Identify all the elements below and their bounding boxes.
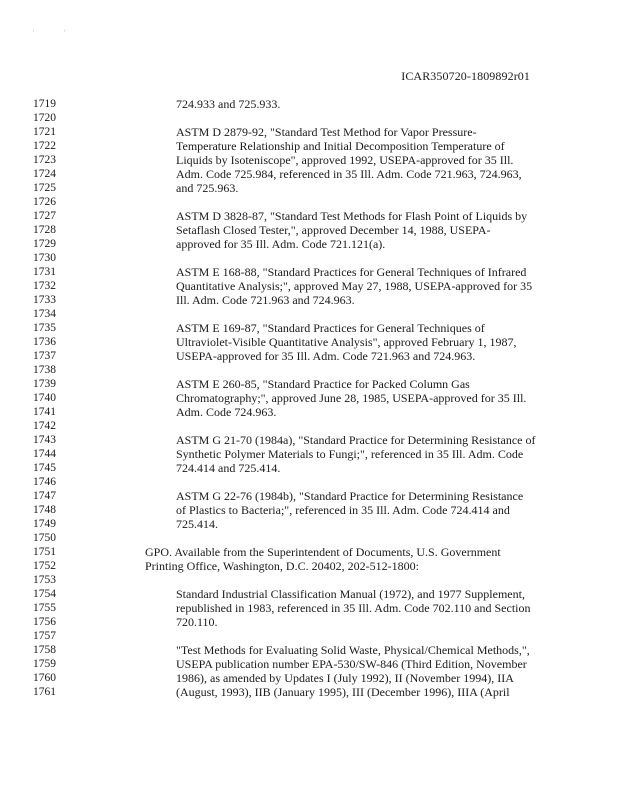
text-line bbox=[0, 209, 618, 223]
text-line bbox=[0, 489, 618, 503]
text-line bbox=[0, 643, 618, 657]
line-number: 1736 bbox=[33, 336, 56, 348]
text-line bbox=[0, 601, 618, 615]
line-text: USEPA publication number EPA-530/SW-846 (Third Edition, November bbox=[176, 657, 527, 671]
line-number: 1748 bbox=[33, 504, 56, 516]
text-line bbox=[0, 559, 618, 573]
numbered-text-body bbox=[0, 97, 618, 699]
line-number: 1728 bbox=[33, 224, 56, 236]
line-text: and 725.963. bbox=[176, 181, 239, 195]
line-number: 1752 bbox=[33, 560, 56, 572]
line-text: Adm. Code 725.984, referenced in 35 Ill. Adm. Code 721.963, 724.963, bbox=[176, 167, 522, 181]
text-line bbox=[0, 433, 618, 447]
line-number: 1730 bbox=[33, 252, 56, 264]
line-text: Synthetic Polymer Materials to Fungi;", referenced in 35 Ill. Adm. Code bbox=[176, 447, 524, 461]
line-text: Ultraviolet-Visible Quantitative Analysis", approved February 1, 1987, bbox=[176, 335, 517, 349]
line-text: approved for 35 Ill. Adm. Code 721.121(a). bbox=[176, 237, 386, 251]
text-line bbox=[0, 307, 618, 321]
line-number: 1745 bbox=[33, 462, 56, 474]
line-number: 1719 bbox=[33, 98, 56, 110]
line-number: 1733 bbox=[33, 294, 56, 306]
text-line bbox=[0, 475, 618, 489]
line-number: 1761 bbox=[33, 686, 56, 698]
text-line bbox=[0, 293, 618, 307]
line-number: 1753 bbox=[33, 574, 56, 586]
line-text: of Plastics to Bacteria;", referenced in 35 Ill. Adm. Code 724.414 and bbox=[176, 503, 510, 517]
text-line bbox=[0, 321, 618, 335]
line-number: 1744 bbox=[33, 448, 56, 460]
speck: ' bbox=[33, 30, 35, 36]
text-line bbox=[0, 153, 618, 167]
text-line bbox=[0, 223, 618, 237]
line-number: 1759 bbox=[33, 658, 56, 670]
text-line bbox=[0, 265, 618, 279]
text-line bbox=[0, 125, 618, 139]
line-number: 1754 bbox=[33, 588, 56, 600]
line-number: 1738 bbox=[33, 364, 56, 376]
line-number: 1741 bbox=[33, 406, 56, 418]
line-text: 720.110. bbox=[176, 615, 218, 629]
text-line bbox=[0, 615, 618, 629]
line-text: 724.933 and 725.933. bbox=[176, 97, 281, 111]
line-text: Ill. Adm. Code 721.963 and 724.963. bbox=[176, 293, 355, 307]
line-number: 1746 bbox=[33, 476, 56, 488]
text-line bbox=[0, 657, 618, 671]
text-line bbox=[0, 139, 618, 153]
text-line bbox=[0, 237, 618, 251]
line-number: 1747 bbox=[33, 490, 56, 502]
text-line bbox=[0, 531, 618, 545]
text-line bbox=[0, 405, 618, 419]
line-text: Quantitative Analysis;", approved May 27, 1988, USEPA-approved for 35 bbox=[176, 279, 533, 293]
text-line bbox=[0, 447, 618, 461]
line-text: Temperature Relationship and Initial Decomposition Temperature of bbox=[176, 139, 505, 153]
text-line bbox=[0, 671, 618, 685]
text-line bbox=[0, 335, 618, 349]
line-text: Standard Industrial Classification Manual (1972), and 1977 Supplement, bbox=[176, 587, 525, 601]
line-text: ASTM G 22-76 (1984b), "Standard Practice for Determining Resistance bbox=[176, 489, 524, 503]
line-text: ASTM E 168-88, "Standard Practices for General Techniques of Infrared bbox=[176, 265, 527, 279]
scan-specks bbox=[33, 30, 93, 36]
line-text: Liquids by Isoteniscope", approved 1992, USEPA-approved for 35 Ill. bbox=[176, 153, 514, 167]
text-line bbox=[0, 461, 618, 475]
line-number: 1724 bbox=[33, 168, 56, 180]
line-number: 1729 bbox=[33, 238, 56, 250]
line-number: 1749 bbox=[33, 518, 56, 530]
text-line bbox=[0, 545, 618, 559]
line-text: USEPA-approved for 35 Ill. Adm. Code 721.963 and 724.963. bbox=[176, 349, 476, 363]
line-text: Printing Office, Washington, D.C. 20402, 202-512-1800: bbox=[145, 559, 419, 573]
text-line bbox=[0, 503, 618, 517]
text-line bbox=[0, 195, 618, 209]
line-text: ASTM E 169-87, "Standard Practices for General Techniques of bbox=[176, 321, 485, 335]
line-text: republished in 1983, referenced in 35 Ill. Adm. Code 702.110 and Section bbox=[176, 601, 531, 615]
text-line bbox=[0, 391, 618, 405]
text-line bbox=[0, 629, 618, 643]
line-number: 1755 bbox=[33, 602, 56, 614]
line-text: (August, 1993), IIB (January 1995), III (December 1996), IIIA (April bbox=[176, 685, 510, 699]
line-text: GPO. Available from the Superintendent of Documents, U.S. Government bbox=[145, 545, 501, 559]
line-number: 1758 bbox=[33, 644, 56, 656]
text-line bbox=[0, 573, 618, 587]
text-line bbox=[0, 685, 618, 699]
text-line bbox=[0, 97, 618, 111]
document-id-header: ICAR350720-1809892r01 bbox=[401, 69, 530, 83]
line-number: 1727 bbox=[33, 210, 56, 222]
text-line bbox=[0, 111, 618, 125]
line-number: 1734 bbox=[33, 308, 56, 320]
text-line bbox=[0, 251, 618, 265]
line-text: ASTM D 3828-87, "Standard Test Methods for Flash Point of Liquids by bbox=[176, 209, 528, 223]
text-line bbox=[0, 167, 618, 181]
line-number: 1742 bbox=[33, 420, 56, 432]
line-number: 1739 bbox=[33, 378, 56, 390]
line-number: 1731 bbox=[33, 266, 56, 278]
line-number: 1732 bbox=[33, 280, 56, 292]
text-line bbox=[0, 377, 618, 391]
text-line bbox=[0, 587, 618, 601]
line-text: 1986), as amended by Updates I (July 1992), II (November 1994), IIA bbox=[176, 671, 514, 685]
line-text: 724.414 and 725.414. bbox=[176, 461, 281, 475]
line-text: "Test Methods for Evaluating Solid Waste, Physical/Chemical Methods,", bbox=[176, 643, 530, 657]
line-number: 1726 bbox=[33, 196, 56, 208]
line-number: 1743 bbox=[33, 434, 56, 446]
line-number: 1751 bbox=[33, 546, 56, 558]
line-text: ASTM E 260-85, "Standard Practice for Packed Column Gas bbox=[176, 377, 470, 391]
line-text: Setaflash Closed Tester,", approved December 14, 1988, USEPA- bbox=[176, 223, 491, 237]
line-number: 1756 bbox=[33, 616, 56, 628]
text-line bbox=[0, 517, 618, 531]
line-number: 1760 bbox=[33, 672, 56, 684]
line-number: 1740 bbox=[33, 392, 56, 404]
text-line bbox=[0, 363, 618, 377]
line-number: 1721 bbox=[33, 126, 56, 138]
line-number: 1722 bbox=[33, 140, 56, 152]
line-number: 1750 bbox=[33, 532, 56, 544]
line-text: Chromatography;", approved June 28, 1985, USEPA-approved for 35 Ill. bbox=[176, 391, 527, 405]
line-text: ASTM G 21-70 (1984a), "Standard Practice for Determining Resistance of bbox=[176, 433, 536, 447]
line-number: 1723 bbox=[33, 154, 56, 166]
line-number: 1737 bbox=[33, 350, 56, 362]
text-line bbox=[0, 181, 618, 195]
line-text: 725.414. bbox=[176, 517, 218, 531]
line-number: 1725 bbox=[33, 182, 56, 194]
text-line bbox=[0, 349, 618, 363]
line-text: Adm. Code 724.963. bbox=[176, 405, 277, 419]
line-number: 1757 bbox=[33, 630, 56, 642]
text-line bbox=[0, 279, 618, 293]
text-line bbox=[0, 419, 618, 433]
speck: ' bbox=[63, 30, 65, 36]
line-text: ASTM D 2879-92, "Standard Test Method for Vapor Pressure- bbox=[176, 125, 477, 139]
line-number: 1720 bbox=[33, 112, 56, 124]
line-number: 1735 bbox=[33, 322, 56, 334]
